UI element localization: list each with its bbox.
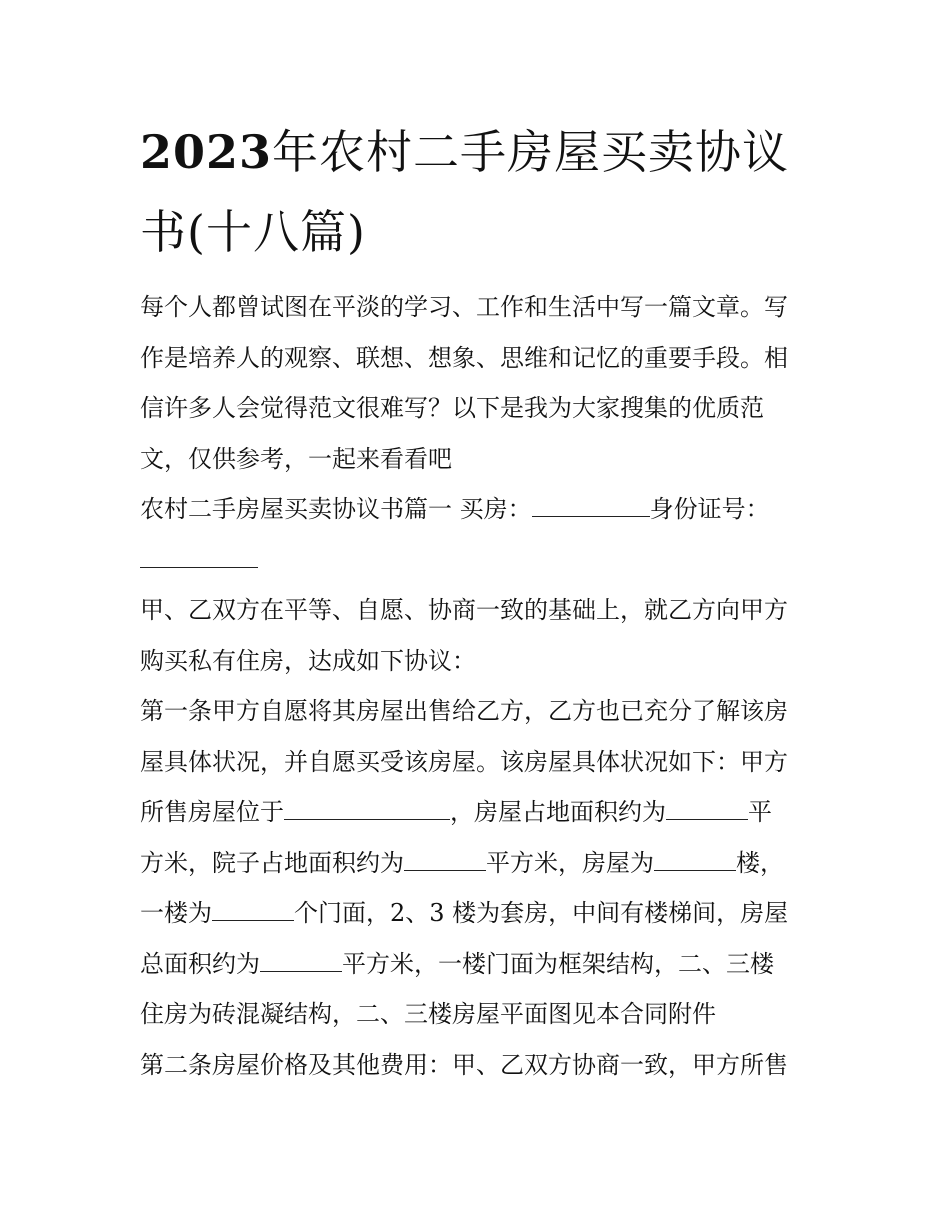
intro-line: 文，仅供参考，一起来看看吧 [140,444,452,473]
intro-line: 信许多人会觉得范文很难写？以下是我为大家搜集的优质范 [140,394,764,422]
article2-line: 第二条房屋价格及其他费用：甲、乙双方协商一致，甲方所售 [140,1050,788,1079]
article1-text: 平 [748,798,772,826]
intro-line: 每个人都曾试图在平淡的学习、工作和生活中写一篇文章。写 [140,293,788,321]
id-number-blank [140,545,258,568]
document-title [140,112,820,272]
buyer-name-blank [532,494,650,517]
intro-line: 作是培养人的观察、联想、想象、思维和记忆的重要手段。相 [140,343,788,372]
section-heading [140,484,820,535]
article1-text: 平方米，房屋为 [486,848,654,877]
section-heading-prefix: 农村二手房屋买卖协议书篇一 买房： [140,495,532,523]
title-year: 2023 [140,125,273,179]
article1-text: 楼， [736,848,784,877]
location-blank [284,797,450,820]
article1-line [140,888,820,939]
article1-line: 屋具体状况，并自愿买受该房屋。该房屋具体状况如下：甲方 [140,747,788,776]
title-line2-text: 书(十八篇) [140,205,366,259]
storefront-count-blank [212,898,294,921]
article1-text: 总面积约为 [140,949,260,978]
total-area-blank [260,949,342,972]
floor-count-blank [654,848,736,871]
article1-text: ，房屋占地面积约为 [450,798,666,826]
article1-text: 所售房屋位于 [140,798,284,826]
article1-line [140,939,820,990]
article1-text: 个门面，2、3 楼为套房，中间有楼梯间，房屋 [294,899,789,927]
para1-line: 甲、乙双方在平等、自愿、协商一致的基础上，就乙方向甲方 [140,596,788,624]
yard-area-blank [404,848,486,871]
article1-line [140,838,820,889]
para1-line: 购买私有住房，达成如下协议： [140,646,476,675]
article1-text: 一楼为 [140,899,212,927]
id-number-label: 身份证号： [649,495,770,523]
article1-line: 住房为砖混凝结构，二、三楼房屋平面图见本合同附件 [140,1000,716,1028]
title-line1-text: 年农村二手房屋买卖协议 [272,125,790,179]
document-body [140,282,820,1090]
land-area-blank [666,797,748,820]
article1-line: 第一条甲方自愿将其房屋出售给乙方，乙方也已充分了解该房 [140,697,788,725]
article1-text: 平方米，一楼门面为框架结构，二、三楼 [342,949,774,978]
article1-text: 方米，院子占地面积约为 [140,848,404,877]
article1-line [140,787,820,838]
id-number-line [140,535,820,586]
